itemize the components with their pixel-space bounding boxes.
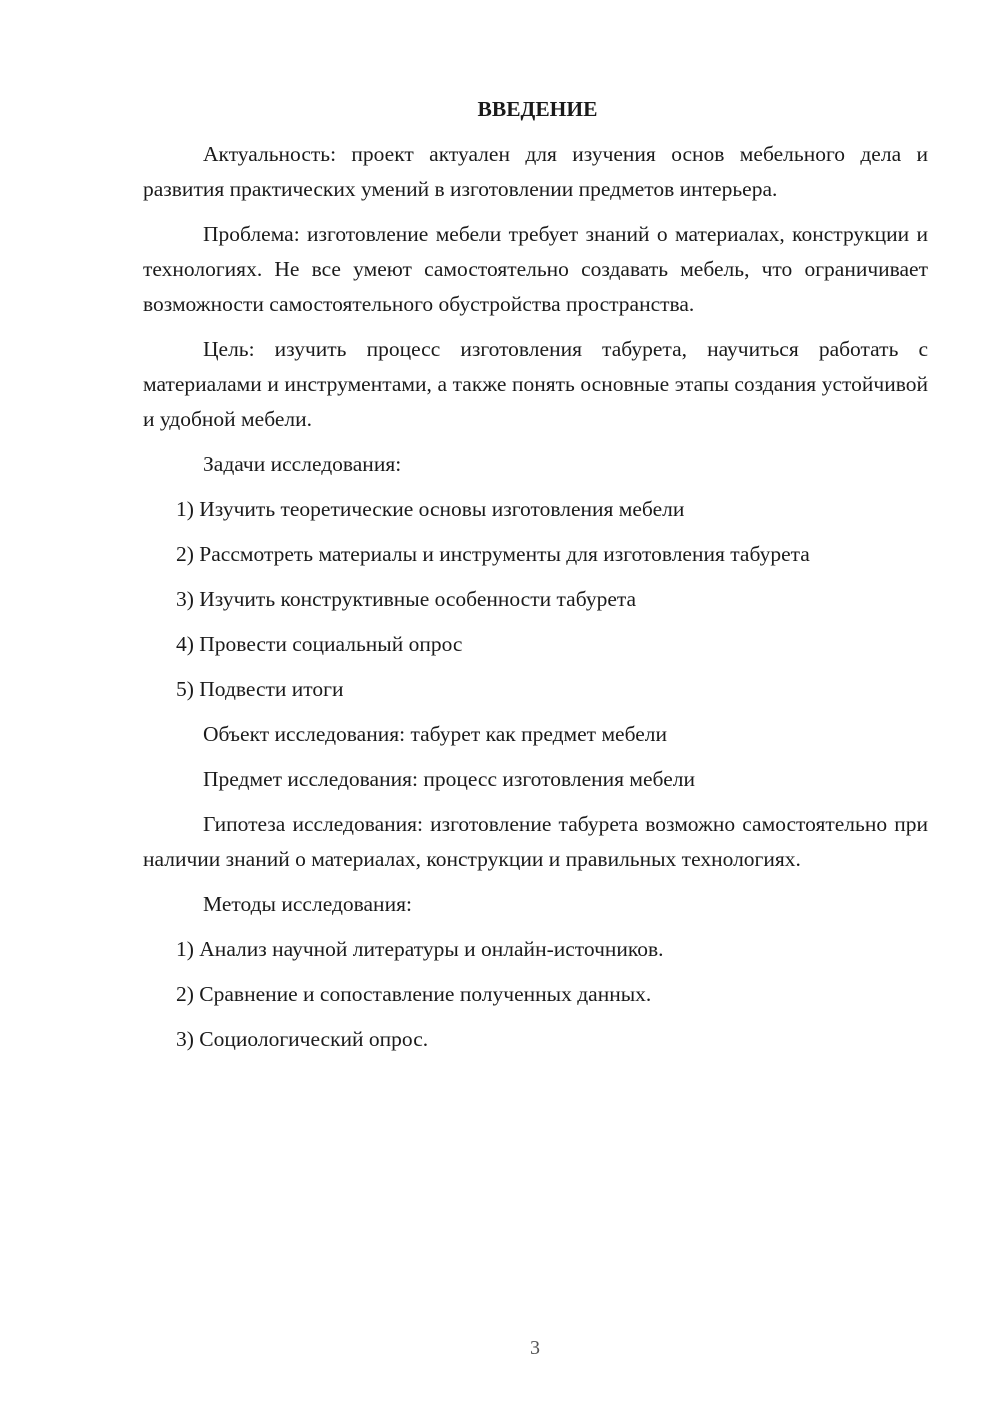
- relevance-paragraph: Актуальность: проект актуален для изучения основ мебельного дела и развития практических умений в изготовлении предметов интерьера.: [143, 142, 928, 201]
- problem-paragraph: Проблема: изготовление мебели требует знаний о материалах, конструкции и технологиях. Не все умеют самостоятельно создавать мебель, что ограничивает возможности самостоятельного обустройства пространства.: [143, 222, 928, 316]
- task-item: 3) Изучить конструктивные особенности табурета: [176, 587, 637, 611]
- method-item: 2) Сравнение и сопоставление полученных данных.: [176, 982, 652, 1006]
- tasks-list: [143, 492, 928, 707]
- task-item: 1) Изучить теоретические основы изготовления мебели: [176, 497, 685, 521]
- document-page: [143, 92, 928, 1067]
- hypothesis-paragraph: Гипотеза исследования: изготовление табурета возможно самостоятельно при наличии знаний о материалах, конструкции и правильных технологиях.: [143, 812, 928, 871]
- page-title: ВВЕДЕНИЕ: [477, 97, 598, 121]
- page-number: 3: [530, 1337, 540, 1359]
- tasks-heading: Задачи исследования:: [203, 452, 402, 476]
- task-item: 5) Подвести итоги: [176, 677, 344, 701]
- task-item: 2) Рассмотреть материалы и инструменты для изготовления табурета: [176, 542, 810, 566]
- method-item: 3) Социологический опрос.: [176, 1027, 429, 1051]
- task-item: 4) Провести социальный опрос: [176, 632, 463, 656]
- object-line: Объект исследования: табурет как предмет мебели: [203, 722, 668, 746]
- goal-paragraph: Цель: изучить процесс изготовления табурета, научиться работать с материалами и инструментами, а также понять основные этапы создания устойчивой и удобной мебели.: [143, 337, 928, 431]
- methods-heading: Методы исследования:: [203, 892, 412, 916]
- methods-list: [143, 932, 928, 1057]
- method-item: 1) Анализ научной литературы и онлайн-источников.: [176, 937, 664, 961]
- subject-line: Предмет исследования: процесс изготовления мебели: [203, 767, 695, 791]
